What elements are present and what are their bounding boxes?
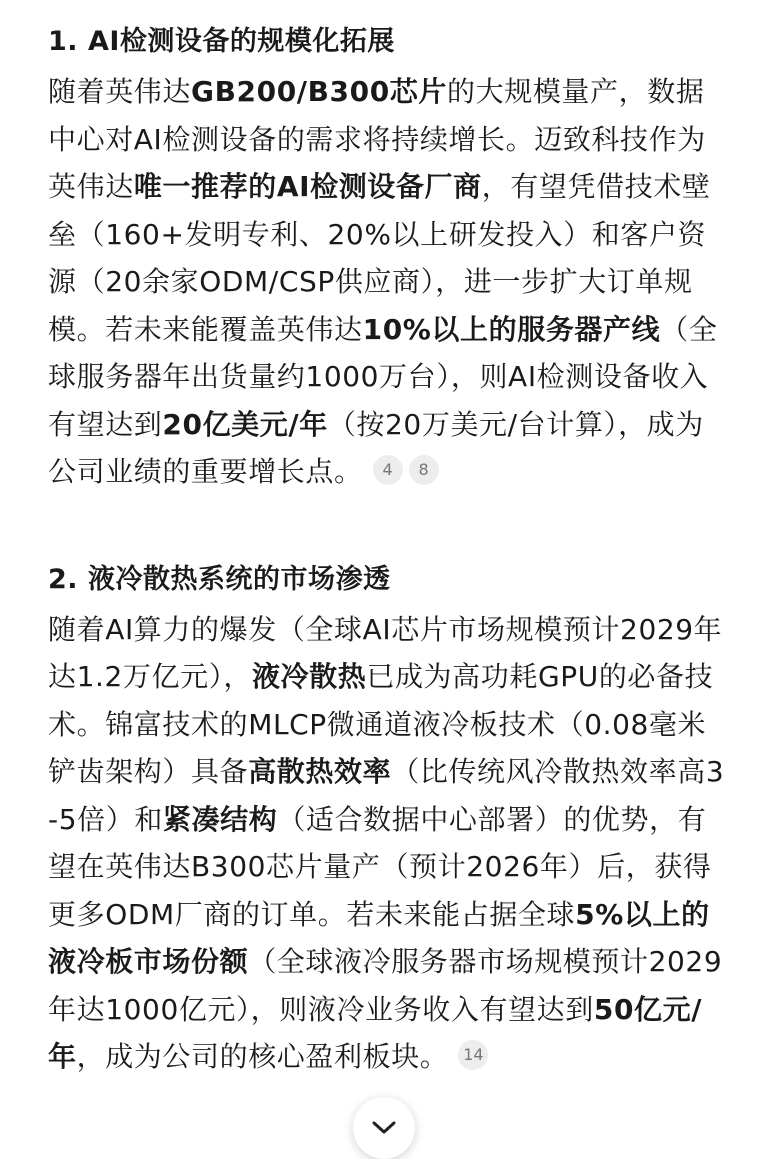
- text-segment: 的大规模量产，数据中心对AI检测设备的需求将持续增长。迈致科技作为英伟达: [48, 75, 706, 203]
- section-title: 1. AI检测设备的规模化拓展: [48, 26, 395, 57]
- section-paragraph: [48, 68, 728, 496]
- citation-badge[interactable]: 14: [458, 1040, 488, 1070]
- text-segment: （按20万美元/台计算），成为公司业绩的重要增长点。: [48, 407, 704, 488]
- highlight-text: 5%以上的液冷板市场份额: [48, 897, 710, 978]
- article-content: [48, 16, 728, 1081]
- highlight-text: 紧凑结构: [162, 802, 278, 836]
- citation-badge[interactable]: 4: [373, 455, 403, 485]
- text-segment: 已成为高功耗GPU的必备技术。锦富技术的MLCP微通道液冷板技术（0.08毫米铲齿架构）具备: [48, 660, 714, 788]
- highlight-text: 50亿元/年: [48, 992, 703, 1073]
- text-segment: （适合数据中心部署）的优势，有望在英伟达B300芯片量产（预计2026年）后，获得更多ODM厂商的订单。若未来能占据全球: [48, 802, 712, 931]
- highlight-text: 液冷散热: [251, 660, 367, 693]
- text-segment: （全球液冷服务器市场规模预计2029年达1000亿元），则液冷业务收入有望达到: [48, 945, 723, 1026]
- text-segment: 随着AI算力的爆发（全球AI芯片市场规模预计2029年达1.2万亿元），: [48, 612, 723, 693]
- scroll-down-button[interactable]: [353, 1097, 415, 1159]
- section-divider: [48, 496, 728, 554]
- highlight-text: 10%以上的服务器产线: [362, 312, 661, 346]
- highlight-text: GB200/B300芯片: [191, 75, 448, 108]
- section-paragraph: [48, 606, 728, 1081]
- text-segment: ，成为公司的核心盈利板块。: [76, 1040, 449, 1073]
- citation-badge[interactable]: 8: [409, 455, 439, 485]
- chevron-down-icon: [371, 1120, 397, 1136]
- text-segment: （全球服务器年出货量约1000万台），则AI检测设备收入有望达到: [48, 312, 718, 441]
- highlight-text: 唯一推荐的AI检测设备厂商: [133, 170, 482, 203]
- text-segment: （比传统风冷散热效率高3-5倍）和: [48, 755, 725, 836]
- section-title: 2. 液冷散热系统的市场渗透: [48, 563, 391, 595]
- highlight-text: 高散热效率: [248, 755, 392, 788]
- text-segment: ，有望凭借技术壁垒（160+发明专利、20%以上研发投入）和客户资源（20余家ODM/CSP供应商），进一步扩大订单规模。若未来能覆盖英伟达: [48, 170, 711, 346]
- highlight-text: 20亿美元/年: [162, 407, 328, 441]
- text-segment: 随着英伟达: [48, 75, 192, 108]
